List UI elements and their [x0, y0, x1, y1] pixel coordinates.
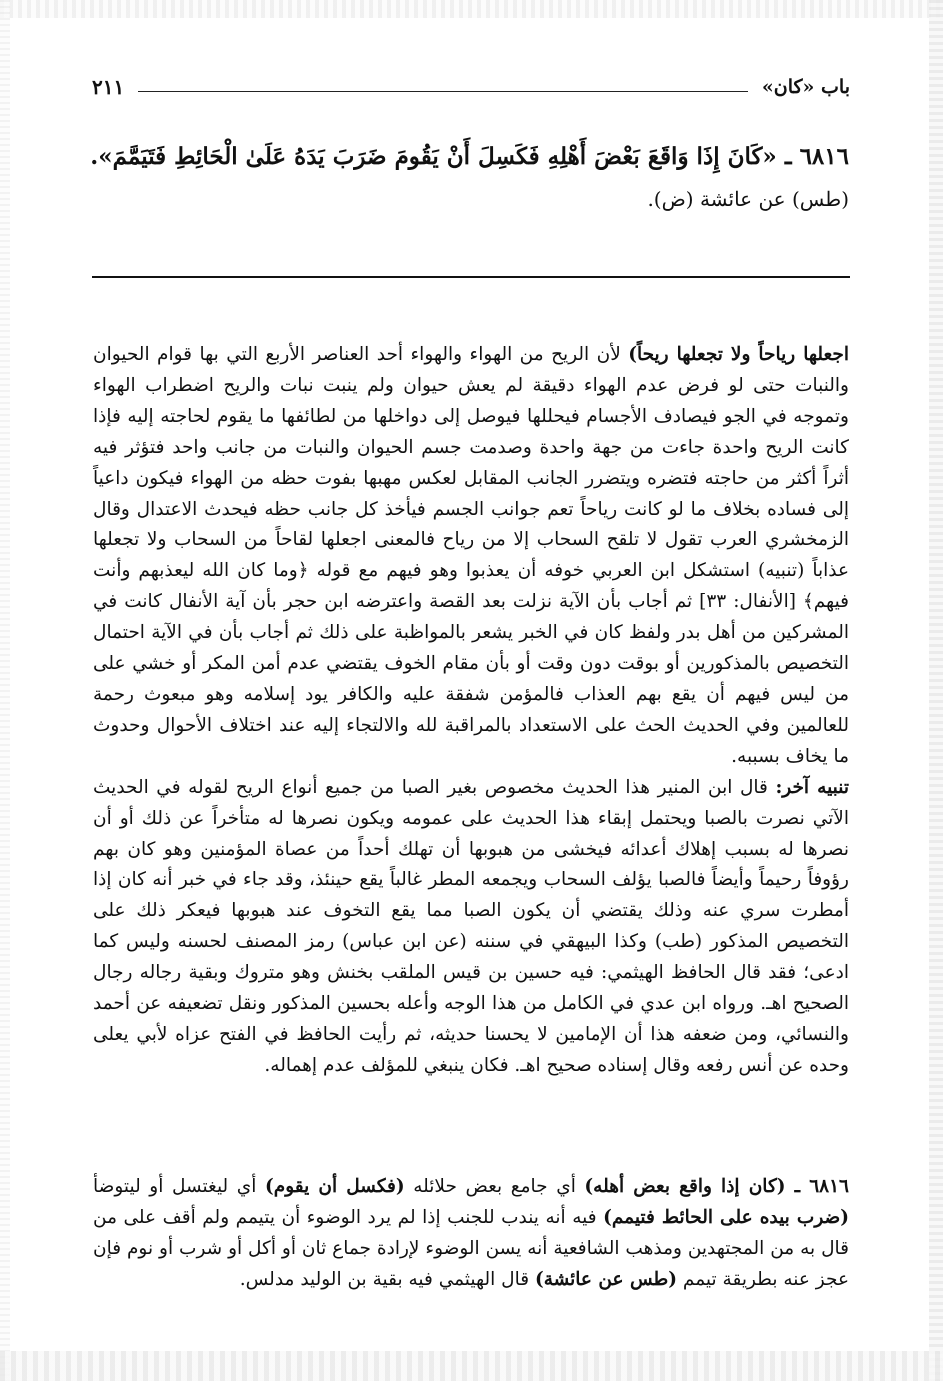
running-title: باب «كان» — [761, 76, 850, 98]
hadith2-bold-4: (طس عن عائشة) — [534, 1268, 678, 1290]
hadith2-number: ٦٨١٦ ـ — [794, 1176, 849, 1197]
page-number: ٢١١ — [92, 75, 125, 99]
hadith2-text-3: فيه أنه يندب للجنب إذا لم يرد الوضوء أن يتيمم ولم أقف على من قال به من المجتهدين ومذهب الشافعية أنه يسن الوضوء لإرادة جماع ثان أو أكل أو شرب أو نوم فإن عجز عنه بطريقة تيمم — [93, 1206, 849, 1290]
hadith-text: ٦٨١٦ ـ «كَانَ إِذَا وَاقَعَ بَعْضَ أَهْلِهِ فَكَسِلَ أَنْ يَقُومَ ضَرَبَ يَدَهُ عَلَىٰ الْحَائِطِ فَتَيَمَّمَ». — [90, 143, 849, 170]
page-header — [92, 72, 850, 102]
section-divider — [92, 276, 850, 278]
hadith2-bold-2: (فكسل أن يقوم) — [265, 1176, 405, 1197]
hadith2-bold-3: (ضرب بيده على الحائط فتيمم) — [603, 1206, 849, 1228]
hadith-source: (طس) عن عائشة (ض). — [647, 187, 849, 211]
hadith2-text-1: أي جامع بعض حلائله — [404, 1176, 585, 1197]
commentary-lead-1: اجعلها رياحاً ولا تجعلها ريحاً) — [628, 344, 849, 365]
hadith2-text-2: أي ليغتسل أو ليتوضأ — [93, 1176, 265, 1197]
commentary — [93, 340, 849, 1082]
scan-edge-left — [0, 0, 10, 1381]
commentary-paragraph-2 — [93, 773, 849, 1082]
commentary-lead-2: تنبيه آخر: — [775, 776, 849, 798]
header-rule — [138, 91, 748, 92]
hadith2-text-4: قال الهيثمي فيه بقية بن الوليد مدلس. — [239, 1268, 535, 1290]
scan-edge-top — [0, 0, 943, 18]
hadith-commentary-paragraph — [93, 1172, 849, 1296]
commentary-paragraph-1 — [93, 340, 849, 773]
scan-edge-right — [929, 0, 943, 1381]
commentary-text-2: قال ابن المنير هذا الحديث مخصوص بغير الصبا من جميع أنواع الريح لقوله في الحديث الآتي نصرت بالصبا ويحتمل إبقاء هذا الحديث على عمومه ويكون نصرها له متأخراً عن ذلك أو أن نصرها له بسبب إهلاك أعدائه فيخشى من هبوبها أن تهلك أحداً من عصاة المؤمنين وهو كان بهم رؤوفاً رحيماً وأيضاً فالصبا يؤلف السحاب ويجمعه المطر غالباً يقع حينئذ، وقد جاء في خبر أنه كان إذا أمطرت سري عنه وذلك يقتضي أن يكون الصبا مما يقع التخوف عند هبوبها فيعكر ذلك على التخصيص المذكور (طب) وكذا البيهقي في سننه (عن ابن عباس) رمز المصنف لحسنه وليس كما ادعى؛ فقد قال الحافظ الهيثمي: فيه حسين بن قيس الملقب بخنش وهو متروك وبقية رجاله رجال الصحيح اهـ. ورواه ابن عدي في الكامل من هذا الوجه وأعله بحسين المذكور ونقل تضعيفه عن أحمد والنسائي، ومن ضعفه هذا أن الإمامين لا يحسنا حديثه، ثم رأيت الحافظ في الفتح عزاه لأبي يعلى وحده عن أنس رفعه وقال إسناده صحيح اهـ. فكان ينبغي للمؤلف عدم إهماله. — [93, 776, 849, 1076]
scan-edge-bottom — [0, 1351, 943, 1381]
commentary-text-1: لأن الريح من الهواء والهواء أحد العناصر الأربع التي بها قوام الحيوان والنبات حتى لو فرض عدم الهواء دقيقة لم يعش حيوان ولم ينبت نبات والريح اضطراب الهواء وتموجه في الجو فيصادف الأجسام فيحللها فيوصل إلى دواخلها من لطائفها ما يقوم لحاجته إليه فإذا كانت الريح واحدة جاءت من جهة واحدة وصدمت جسم الحيوان والنبات من جانب واحد فتؤثر فيه أثراً أكثر من حاجته فتضره ويتضرر الجانب المقابل لعكس مهبها بفوت حظه من الهواء فيكون داعياً إلى فساده بخلاف ما لو كانت رياحاً تعم جوانب الجسم فيأخذ كل جانب حظه فيحدث الاعتدال وقال الزمخشري العرب تقول لا تلقح السحاب إلا من رياح فالمعنى اجعلها لقاحاً من السحاب ولا تجعلها عذاباً (تنبيه) استشكل ابن العربي خوفه أن يعذبوا وهو فيهم مع قوله ﴿وما كان الله ليعذبهم وأنت فيهم﴾ [الأنفال: ٣٣] ثم أجاب بأن الآية نزلت بعد القصة واعترضه ابن حجر بأن آية الأنفال كانت في المشركين من أهل بدر ولفظ كان في الخبر يشعر بالمواظبة على ذلك ثم أجاب بأن في الآية احتمال التخصيص بالمذكورين أو بوقت دون وقت أو بأن مقام الخوف يقتضي عدم أمن المكر أو خشي على من ليس فيهم أن يقع بهم العذاب فالمؤمن شفقة عليه والكافر يود إسلامه وهو مبعوث رحمة للعالمين وفي الحديث الحث على الاستعداد بالمراقبة لله والالتجاء إليه عند اختلاف الأحوال وحدوث ما يخاف بسببه. — [93, 344, 850, 767]
hadith2-lead: (كان إذا واقع بعض أهله) — [584, 1176, 795, 1197]
hadith-block — [89, 135, 849, 219]
hadith-commentary — [93, 1172, 849, 1296]
